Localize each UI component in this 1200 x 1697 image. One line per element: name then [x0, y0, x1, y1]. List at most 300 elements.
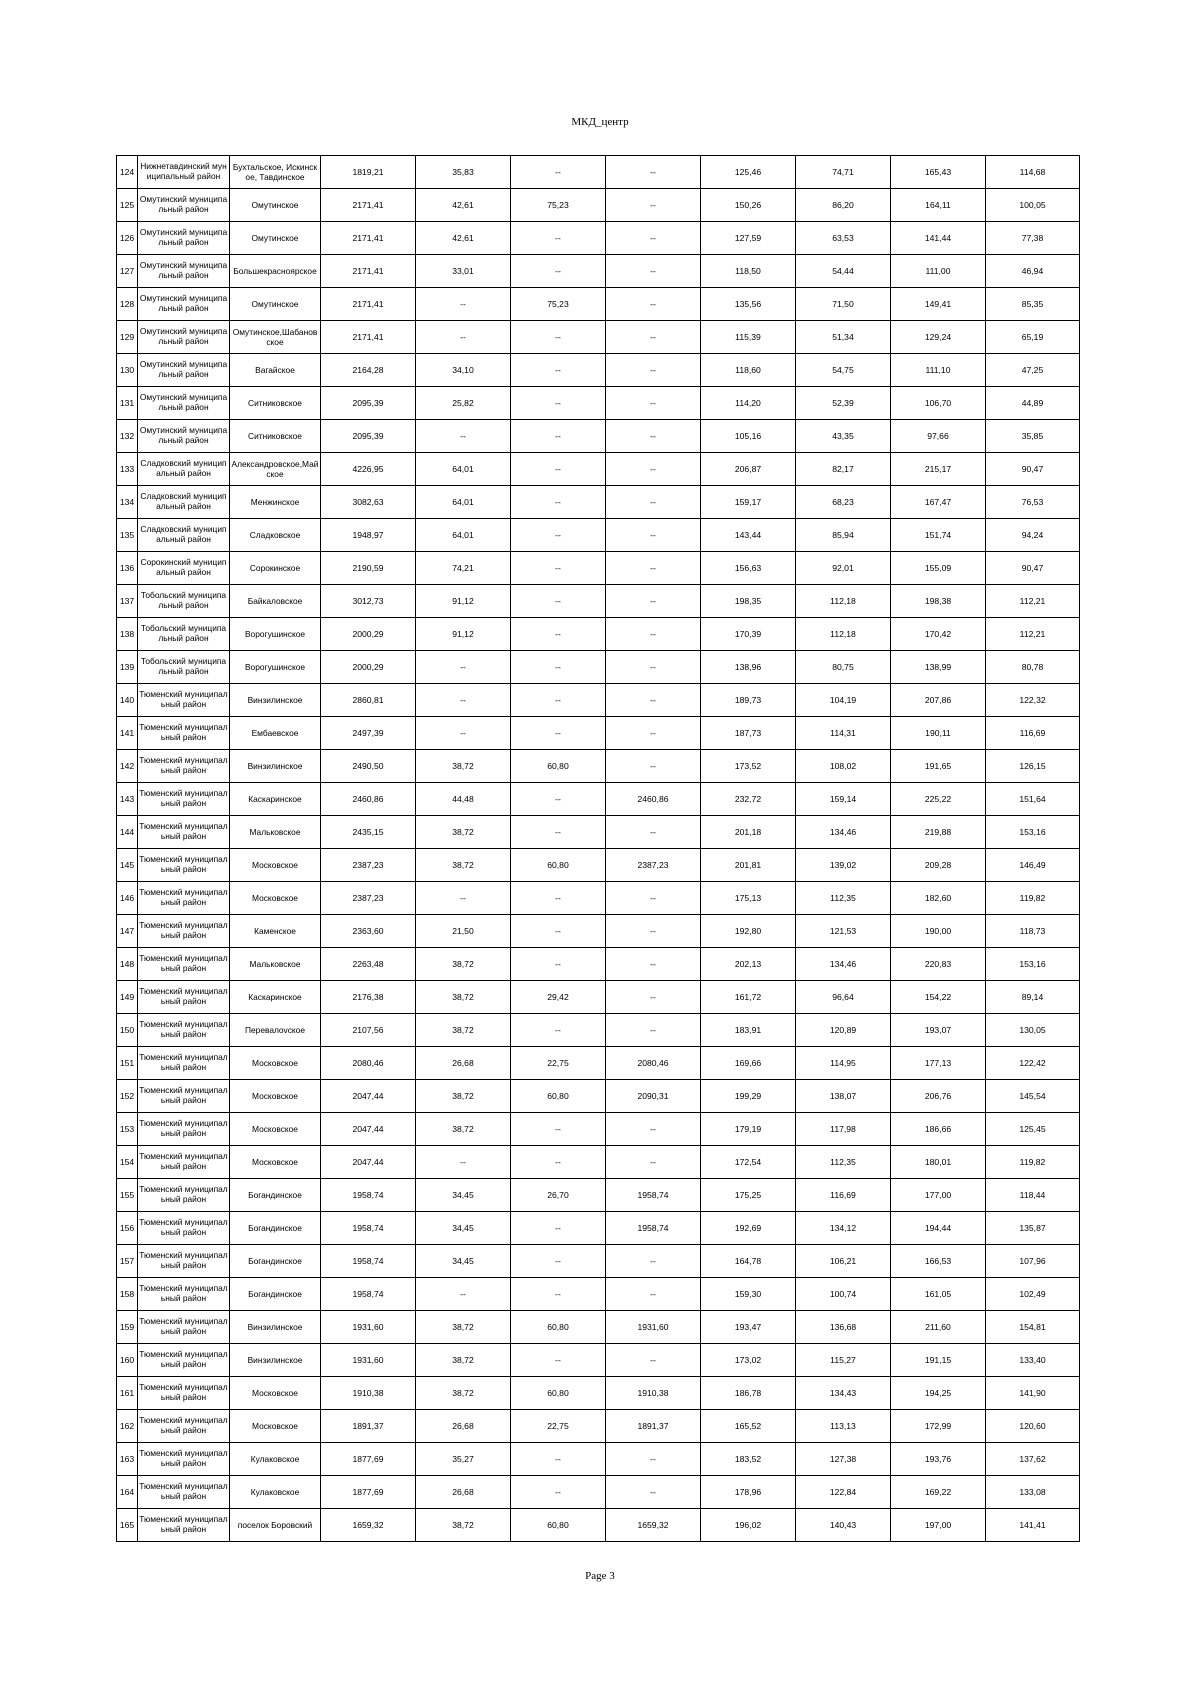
value-cell-8: 114,68 [986, 156, 1080, 189]
value-cell-4: -- [606, 1245, 701, 1278]
value-cell-7: 138,99 [891, 651, 986, 684]
table-row [117, 618, 1080, 651]
value-cell-6: 43,35 [796, 420, 891, 453]
settlement-cell: Московское [230, 1146, 321, 1179]
table-row [117, 486, 1080, 519]
value-cell-6: 134,46 [796, 816, 891, 849]
data-table [116, 155, 1080, 1542]
value-cell-5: 161,72 [701, 981, 796, 1014]
table-row [117, 684, 1080, 717]
value-cell-6: 112,18 [796, 585, 891, 618]
value-cell-5: 201,81 [701, 849, 796, 882]
row-number: 127 [117, 255, 138, 288]
district-cell: Тюменский муниципальный район [138, 783, 230, 816]
value-cell-6: 71,50 [796, 288, 891, 321]
table-row [117, 882, 1080, 915]
settlement-cell: Большекрасноярское [230, 255, 321, 288]
value-cell-2: 38,72 [416, 981, 511, 1014]
value-cell-6: 52,39 [796, 387, 891, 420]
value-cell-7: 194,25 [891, 1377, 986, 1410]
value-cell-6: 100,74 [796, 1278, 891, 1311]
value-cell-6: 121,53 [796, 915, 891, 948]
value-cell-2: -- [416, 717, 511, 750]
value-cell-5: 164,78 [701, 1245, 796, 1278]
value-cell-5: 175,25 [701, 1179, 796, 1212]
value-cell-5: 201,18 [701, 816, 796, 849]
district-cell: Сладковский муниципальный район [138, 519, 230, 552]
value-cell-5: 127,59 [701, 222, 796, 255]
value-cell-8: 76,53 [986, 486, 1080, 519]
row-number: 138 [117, 618, 138, 651]
row-number: 163 [117, 1443, 138, 1476]
value-cell-3: -- [511, 783, 606, 816]
value-cell-3: -- [511, 1146, 606, 1179]
settlement-cell: Мальковское [230, 948, 321, 981]
value-cell-5: 172,54 [701, 1146, 796, 1179]
value-cell-3: 22,75 [511, 1410, 606, 1443]
value-cell-1: 1958,74 [321, 1212, 416, 1245]
value-cell-4: 1958,74 [606, 1212, 701, 1245]
value-cell-2: 38,72 [416, 1344, 511, 1377]
value-cell-8: 119,82 [986, 1146, 1080, 1179]
district-cell: Тюменский муниципальный район [138, 1476, 230, 1509]
row-number: 124 [117, 156, 138, 189]
value-cell-3: 60,80 [511, 1509, 606, 1542]
value-cell-1: 1877,69 [321, 1443, 416, 1476]
value-cell-8: 80,78 [986, 651, 1080, 684]
value-cell-4: -- [606, 519, 701, 552]
value-cell-4: -- [606, 321, 701, 354]
value-cell-5: 118,60 [701, 354, 796, 387]
value-cell-8: 100,05 [986, 189, 1080, 222]
value-cell-4: 1891,37 [606, 1410, 701, 1443]
settlement-cell: Московское [230, 882, 321, 915]
table-row [117, 1245, 1080, 1278]
value-cell-2: 33,01 [416, 255, 511, 288]
value-cell-3: 26,70 [511, 1179, 606, 1212]
table-row [117, 1443, 1080, 1476]
value-cell-2: 91,12 [416, 585, 511, 618]
value-cell-5: 169,66 [701, 1047, 796, 1080]
table-row [117, 1014, 1080, 1047]
row-number: 125 [117, 189, 138, 222]
value-cell-1: 1948,97 [321, 519, 416, 552]
value-cell-2: -- [416, 1146, 511, 1179]
value-cell-4: -- [606, 750, 701, 783]
settlement-cell: Винзилинское [230, 1344, 321, 1377]
row-number: 140 [117, 684, 138, 717]
value-cell-6: 68,23 [796, 486, 891, 519]
settlement-cell: Московское [230, 1047, 321, 1080]
value-cell-1: 2387,23 [321, 849, 416, 882]
value-cell-5: 192,80 [701, 915, 796, 948]
district-cell: Тюменский муниципальный район [138, 816, 230, 849]
value-cell-3: -- [511, 519, 606, 552]
value-cell-2: -- [416, 288, 511, 321]
district-cell: Тобольский муниципальный район [138, 585, 230, 618]
table-row [117, 255, 1080, 288]
value-cell-3: 29,42 [511, 981, 606, 1014]
district-cell: Сладковский муниципальный район [138, 486, 230, 519]
district-cell: Омутинский муниципальный район [138, 222, 230, 255]
value-cell-7: 219,88 [891, 816, 986, 849]
value-cell-6: 74,71 [796, 156, 891, 189]
value-cell-4: 2460,86 [606, 783, 701, 816]
table-row [117, 387, 1080, 420]
row-number: 146 [117, 882, 138, 915]
value-cell-1: 2363,60 [321, 915, 416, 948]
table-row [117, 156, 1080, 189]
value-cell-4: -- [606, 948, 701, 981]
row-number: 143 [117, 783, 138, 816]
district-cell: Тюменский муниципальный район [138, 1245, 230, 1278]
row-number: 141 [117, 717, 138, 750]
value-cell-5: 193,47 [701, 1311, 796, 1344]
value-cell-2: 25,82 [416, 387, 511, 420]
value-cell-3: -- [511, 651, 606, 684]
row-number: 154 [117, 1146, 138, 1179]
value-cell-3: -- [511, 1344, 606, 1377]
value-cell-3: -- [511, 420, 606, 453]
value-cell-6: 82,17 [796, 453, 891, 486]
value-cell-1: 2000,29 [321, 651, 416, 684]
value-cell-5: 173,52 [701, 750, 796, 783]
value-cell-5: 150,26 [701, 189, 796, 222]
value-cell-1: 2047,44 [321, 1080, 416, 1113]
value-cell-4: -- [606, 882, 701, 915]
value-cell-4: -- [606, 1476, 701, 1509]
district-cell: Тюменский муниципальный район [138, 1179, 230, 1212]
value-cell-3: -- [511, 882, 606, 915]
value-cell-8: 65,19 [986, 321, 1080, 354]
value-cell-8: 118,44 [986, 1179, 1080, 1212]
value-cell-7: 165,43 [891, 156, 986, 189]
value-cell-3: -- [511, 387, 606, 420]
table-row [117, 1509, 1080, 1542]
value-cell-7: 154,22 [891, 981, 986, 1014]
district-cell: Омутинский муниципальный район [138, 354, 230, 387]
value-cell-4: 1958,74 [606, 1179, 701, 1212]
value-cell-1: 2047,44 [321, 1146, 416, 1179]
value-cell-7: 220,83 [891, 948, 986, 981]
settlement-cell: Бухтальское, Искинское, Тавдинское [230, 156, 321, 189]
value-cell-5: 173,02 [701, 1344, 796, 1377]
value-cell-5: 159,17 [701, 486, 796, 519]
value-cell-2: 38,72 [416, 1377, 511, 1410]
value-cell-8: 122,42 [986, 1047, 1080, 1080]
value-cell-6: 80,75 [796, 651, 891, 684]
value-cell-1: 1958,74 [321, 1245, 416, 1278]
table-row [117, 189, 1080, 222]
value-cell-4: -- [606, 486, 701, 519]
value-cell-2: 38,72 [416, 1311, 511, 1344]
value-cell-7: 177,13 [891, 1047, 986, 1080]
value-cell-4: 1910,38 [606, 1377, 701, 1410]
value-cell-8: 145,54 [986, 1080, 1080, 1113]
settlement-cell: Ситниковское [230, 387, 321, 420]
value-cell-3: -- [511, 684, 606, 717]
value-cell-7: 193,76 [891, 1443, 986, 1476]
value-cell-4: -- [606, 651, 701, 684]
value-cell-2: 26,68 [416, 1476, 511, 1509]
value-cell-4: -- [606, 156, 701, 189]
value-cell-3: -- [511, 354, 606, 387]
value-cell-1: 2000,29 [321, 618, 416, 651]
table-row [117, 1278, 1080, 1311]
row-number: 158 [117, 1278, 138, 1311]
district-cell: Тюменский муниципальный район [138, 684, 230, 717]
row-number: 128 [117, 288, 138, 321]
value-cell-8: 130,05 [986, 1014, 1080, 1047]
value-cell-6: 139,02 [796, 849, 891, 882]
value-cell-1: 3012,73 [321, 585, 416, 618]
value-cell-6: 54,75 [796, 354, 891, 387]
value-cell-2: 38,72 [416, 1509, 511, 1542]
value-cell-3: -- [511, 321, 606, 354]
value-cell-4: -- [606, 684, 701, 717]
value-cell-5: 202,13 [701, 948, 796, 981]
value-cell-6: 114,95 [796, 1047, 891, 1080]
value-cell-3: 22,75 [511, 1047, 606, 1080]
value-cell-1: 2164,28 [321, 354, 416, 387]
value-cell-8: 122,32 [986, 684, 1080, 717]
row-number: 145 [117, 849, 138, 882]
row-number: 151 [117, 1047, 138, 1080]
district-cell: Омутинский муниципальный район [138, 387, 230, 420]
settlement-cell: Мальковское [230, 816, 321, 849]
value-cell-2: 38,72 [416, 1014, 511, 1047]
district-cell: Тюменский муниципальный район [138, 882, 230, 915]
table-row [117, 1410, 1080, 1443]
value-cell-4: 2090,31 [606, 1080, 701, 1113]
value-cell-1: 1819,21 [321, 156, 416, 189]
value-cell-5: 125,46 [701, 156, 796, 189]
district-cell: Тюменский муниципальный район [138, 1509, 230, 1542]
value-cell-7: 197,00 [891, 1509, 986, 1542]
value-cell-5: 183,52 [701, 1443, 796, 1476]
value-cell-1: 1910,38 [321, 1377, 416, 1410]
value-cell-6: 85,94 [796, 519, 891, 552]
value-cell-2: 26,68 [416, 1047, 511, 1080]
value-cell-6: 115,27 [796, 1344, 891, 1377]
settlement-cell: Каменское [230, 915, 321, 948]
value-cell-2: 34,45 [416, 1179, 511, 1212]
row-number: 126 [117, 222, 138, 255]
value-cell-8: 146,49 [986, 849, 1080, 882]
row-number: 159 [117, 1311, 138, 1344]
value-cell-6: 116,69 [796, 1179, 891, 1212]
settlement-cell: Вагайское [230, 354, 321, 387]
table-row [117, 420, 1080, 453]
value-cell-8: 133,08 [986, 1476, 1080, 1509]
value-cell-8: 133,40 [986, 1344, 1080, 1377]
district-cell: Тюменский муниципальный район [138, 849, 230, 882]
value-cell-5: 170,39 [701, 618, 796, 651]
value-cell-1: 2047,44 [321, 1113, 416, 1146]
value-cell-6: 127,38 [796, 1443, 891, 1476]
district-cell: Тюменский муниципальный район [138, 1443, 230, 1476]
settlement-cell: Богандинское [230, 1179, 321, 1212]
value-cell-2: -- [416, 651, 511, 684]
value-cell-3: -- [511, 948, 606, 981]
table-row [117, 717, 1080, 750]
value-cell-1: 1958,74 [321, 1179, 416, 1212]
value-cell-6: 112,18 [796, 618, 891, 651]
table-row [117, 321, 1080, 354]
value-cell-7: 190,00 [891, 915, 986, 948]
settlement-cell: Омутинское [230, 189, 321, 222]
value-cell-4: -- [606, 981, 701, 1014]
value-cell-6: 134,43 [796, 1377, 891, 1410]
value-cell-6: 134,12 [796, 1212, 891, 1245]
value-cell-3: -- [511, 552, 606, 585]
settlement-cell: Богандинское [230, 1278, 321, 1311]
value-cell-3: -- [511, 486, 606, 519]
value-cell-7: 180,01 [891, 1146, 986, 1179]
settlement-cell: Кулаковское [230, 1476, 321, 1509]
value-cell-5: 159,30 [701, 1278, 796, 1311]
value-cell-2: 64,01 [416, 519, 511, 552]
value-cell-7: 166,53 [891, 1245, 986, 1278]
value-cell-6: 112,35 [796, 1146, 891, 1179]
row-number: 134 [117, 486, 138, 519]
settlement-cell: Каскаринское [230, 783, 321, 816]
value-cell-8: 107,96 [986, 1245, 1080, 1278]
value-cell-3: 60,80 [511, 750, 606, 783]
value-cell-7: 191,65 [891, 750, 986, 783]
value-cell-2: 42,61 [416, 189, 511, 222]
value-cell-4: -- [606, 1344, 701, 1377]
settlement-cell: Перевалovское [230, 1014, 321, 1047]
value-cell-7: 211,60 [891, 1311, 986, 1344]
value-cell-2: -- [416, 420, 511, 453]
value-cell-7: 111,10 [891, 354, 986, 387]
value-cell-1: 1877,69 [321, 1476, 416, 1509]
value-cell-2: 44,48 [416, 783, 511, 816]
value-cell-8: 89,14 [986, 981, 1080, 1014]
settlement-cell: Байкаловское [230, 585, 321, 618]
value-cell-4: -- [606, 453, 701, 486]
settlement-cell: Каскаринское [230, 981, 321, 1014]
value-cell-7: 169,22 [891, 1476, 986, 1509]
value-cell-8: 46,94 [986, 255, 1080, 288]
row-number: 148 [117, 948, 138, 981]
settlement-cell: Омутинское [230, 288, 321, 321]
value-cell-8: 125,45 [986, 1113, 1080, 1146]
value-cell-8: 85,35 [986, 288, 1080, 321]
value-cell-7: 209,28 [891, 849, 986, 882]
settlement-cell: Ворогушинское [230, 618, 321, 651]
value-cell-6: 51,34 [796, 321, 891, 354]
district-cell: Тобольский муниципальный район [138, 618, 230, 651]
value-cell-1: 1891,37 [321, 1410, 416, 1443]
table-row [117, 651, 1080, 684]
value-cell-3: -- [511, 618, 606, 651]
value-cell-4: -- [606, 1113, 701, 1146]
value-cell-1: 2435,15 [321, 816, 416, 849]
value-cell-6: 106,21 [796, 1245, 891, 1278]
district-cell: Тюменский муниципальный район [138, 1344, 230, 1377]
value-cell-7: 111,00 [891, 255, 986, 288]
value-cell-3: -- [511, 1014, 606, 1047]
value-cell-1: 2460,86 [321, 783, 416, 816]
value-cell-7: 190,11 [891, 717, 986, 750]
value-cell-8: 137,62 [986, 1443, 1080, 1476]
value-cell-1: 2171,41 [321, 189, 416, 222]
value-cell-3: -- [511, 1476, 606, 1509]
district-cell: Омутинский муниципальный район [138, 288, 230, 321]
table-row [117, 1113, 1080, 1146]
value-cell-4: -- [606, 222, 701, 255]
value-cell-3: -- [511, 453, 606, 486]
value-cell-7: 151,74 [891, 519, 986, 552]
district-cell: Тюменский муниципальный район [138, 1014, 230, 1047]
value-cell-7: 207,86 [891, 684, 986, 717]
value-cell-7: 97,66 [891, 420, 986, 453]
settlement-cell: Ембаевское [230, 717, 321, 750]
row-number: 153 [117, 1113, 138, 1146]
value-cell-8: 112,21 [986, 618, 1080, 651]
value-cell-2: 34,45 [416, 1245, 511, 1278]
settlement-cell: Винзилинское [230, 684, 321, 717]
value-cell-5: 199,29 [701, 1080, 796, 1113]
value-cell-8: 116,69 [986, 717, 1080, 750]
value-cell-1: 2176,38 [321, 981, 416, 1014]
settlement-cell: Московское [230, 1113, 321, 1146]
district-cell: Тюменский муниципальный район [138, 1080, 230, 1113]
value-cell-2: -- [416, 882, 511, 915]
value-cell-1: 2387,23 [321, 882, 416, 915]
value-cell-1: 2080,46 [321, 1047, 416, 1080]
value-cell-7: 167,47 [891, 486, 986, 519]
value-cell-2: -- [416, 321, 511, 354]
value-cell-7: 191,15 [891, 1344, 986, 1377]
value-cell-5: 187,73 [701, 717, 796, 750]
value-cell-5: 105,16 [701, 420, 796, 453]
value-cell-5: 143,44 [701, 519, 796, 552]
value-cell-3: -- [511, 915, 606, 948]
district-cell: Тюменский муниципальный район [138, 1311, 230, 1344]
value-cell-4: -- [606, 387, 701, 420]
page-number: Page 3 [585, 1570, 615, 1582]
value-cell-3: -- [511, 717, 606, 750]
district-cell: Тюменский муниципальный район [138, 1410, 230, 1443]
value-cell-2: 91,12 [416, 618, 511, 651]
value-cell-7: 164,11 [891, 189, 986, 222]
value-cell-4: -- [606, 585, 701, 618]
value-cell-1: 2171,41 [321, 222, 416, 255]
value-cell-3: -- [511, 156, 606, 189]
value-cell-5: 206,87 [701, 453, 796, 486]
table-row [117, 783, 1080, 816]
settlement-cell: Богандинское [230, 1212, 321, 1245]
district-cell: Тюменский муниципальный район [138, 981, 230, 1014]
value-cell-4: -- [606, 1014, 701, 1047]
value-cell-2: 38,72 [416, 1080, 511, 1113]
value-cell-8: 35,85 [986, 420, 1080, 453]
district-cell: Омутинский муниципальный район [138, 420, 230, 453]
value-cell-5: 232,72 [701, 783, 796, 816]
value-cell-8: 154,81 [986, 1311, 1080, 1344]
value-cell-4: -- [606, 288, 701, 321]
value-cell-2: 38,72 [416, 1113, 511, 1146]
row-number: 150 [117, 1014, 138, 1047]
value-cell-3: -- [511, 1443, 606, 1476]
value-cell-2: 35,83 [416, 156, 511, 189]
row-number: 136 [117, 552, 138, 585]
value-cell-1: 2171,41 [321, 288, 416, 321]
value-cell-8: 119,82 [986, 882, 1080, 915]
